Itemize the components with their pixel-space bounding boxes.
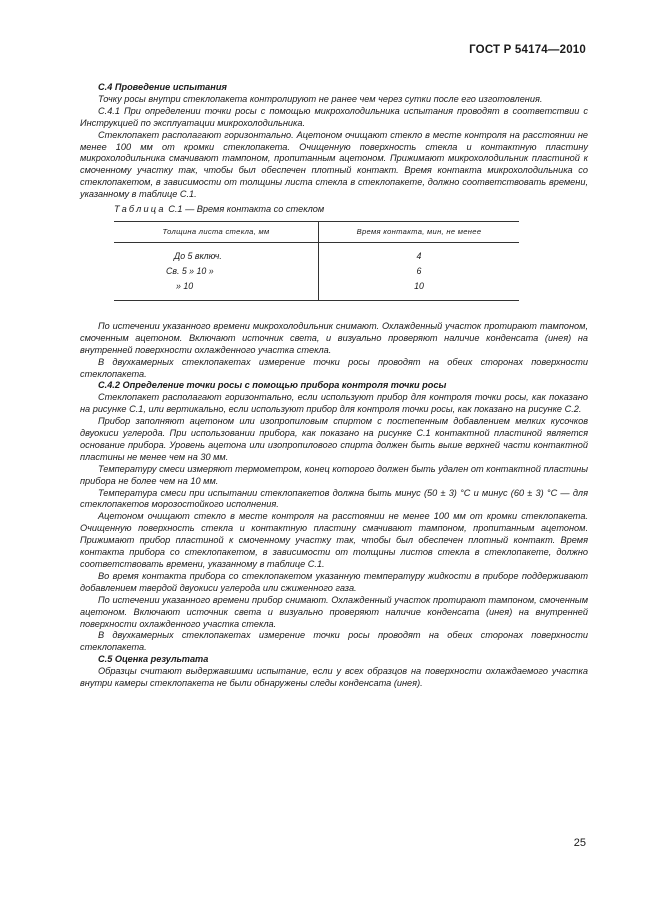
table-header-time: Время контакта, мин, не менее xyxy=(319,221,520,242)
table-cell-time: 6 xyxy=(416,266,422,277)
table-cell-thickness: » 10 xyxy=(114,280,319,301)
table-caption-title: С.1 — Время контакта со стеклом xyxy=(168,204,325,215)
table-cell-time: 10 xyxy=(319,280,520,301)
contact-time-table xyxy=(114,221,519,301)
paragraph: По истечении указанного времени микрохолодильник снимают. Охлажденный участок протирают тампоном, смоченным ацетоном. Включают источник света, и визуально проверяют наличие конденсата (инея) на внутренней поверхности охлажденного участка стекла. xyxy=(80,320,588,355)
document-id-header: ГОСТ Р 54174—2010 xyxy=(469,44,586,56)
paragraph: Температура смеси при испытании стеклопакетов должна быть минус (50 ± 3) °С и минус (60 ± 3) °С — для стеклопакетов морозостойкого исполнения. xyxy=(80,487,588,510)
section-heading-c5: С.5 Оценка результата xyxy=(98,654,209,665)
paragraph: Ацетоном очищают стекло в месте контроля на расстоянии не менее 100 мм от кромки стеклопакета. Очищенную поверхность стекла и контактную пластину смачивают тампоном, пропитанным ацетоном. Прижимают прибор пластиной к смоченному участку так, чтобы был обеспечен плотный контакт. Время контакта прибора со стеклопакетом, в зависимости от толщины листов стекла в стеклопакете, должно соответствовать времени, указанному в таблице С.1. xyxy=(80,511,588,569)
page-body xyxy=(80,82,588,690)
table-caption xyxy=(80,204,588,216)
paragraph: Образцы считают выдержавшими испытание, если у всех образцов на поверхности охлаждаемого участка внутри камеры стеклопакета не были обнаружены следы конденсата (инея). xyxy=(80,666,588,689)
paragraph: Во время контакта прибора со стеклопакетом указанную температуру жидкости в приборе поддерживают добавлением твердой двуокиси углерода или сжиженного газа. xyxy=(80,570,588,593)
paragraph: Температуру смеси измеряют термометром, конец которого должен быть удален от контактной пластины прибора не более чем на 10 мм. xyxy=(80,463,588,486)
table-cell-time: 4 xyxy=(416,251,422,262)
table-row xyxy=(114,242,519,265)
table-row xyxy=(114,280,519,301)
section-heading-c42: С.4.2 Определение точки росы с помощью прибора контроля точки росы xyxy=(98,380,447,391)
paragraph: С.4.1 При определении точки росы с помощью микрохолодильника испытания проводят в соответствии с Инструкцией по эксплуатации микрохолодильника. xyxy=(80,105,588,128)
paragraph: В двухкамерных стеклопакетах измерение точки росы проводят на обеих сторонах поверхности стеклопакета. xyxy=(80,356,588,379)
paragraph: В двухкамерных стеклопакетах измерение точки росы проводят на обеих сторонах поверхности стеклопакета. xyxy=(80,630,588,653)
text-after-table xyxy=(80,321,588,690)
table-caption-prefix: Таблица xyxy=(114,204,166,215)
paragraph: Точку росы внутри стеклопакета контролируют не ранее чем через сутки после его изготовления. xyxy=(98,93,543,104)
table-cell-thickness: Св. 5 » 10 » xyxy=(114,265,319,280)
table-header-thickness: Толщина листа стекла, мм xyxy=(114,221,319,242)
paragraph: По истечении указанного времени прибор снимают. Охлажденный участок протирают тампоном, смоченным ацетоном. Включают источник света и визуально проверяют наличие конденсата (инея) на внутренней поверхности охлажденного участка стекла. xyxy=(80,594,588,629)
table-cell-thickness: До 5 включ. xyxy=(114,242,319,265)
paragraph: Стеклопакет располагают горизонтально, если используют прибор для контроля точки росы, как показано на рисунке С.1, или вертикально, если используют прибор для контроля точки росы, как показано на рисунке С.2. xyxy=(80,392,588,415)
paragraph: Прибор заполняют ацетоном или изопропиловым спиртом с постепенным добавлением мелких кусочков двуокиси углерода. При использовании прибора, как показано на рисунке С.1 контактной пластиной является основание прибора. Уровень ацетона или изопропилового спирта должен быть выше верхней части контактной пластины не менее чем на 30 мм. xyxy=(80,416,588,462)
paragraph: Стеклопакет располагают горизонтально. Ацетоном очищают стекло в месте контроля на расстоянии не менее 100 мм от кромки стеклопакета. Очищенную поверхность стекла и контактную пластину микрохолодильника смачивают тампоном, пропитанным ацетоном. Прижимают микрохолодильник пластиной к смоченному участку так, чтобы был обеспечен плотный контакт. Время контакта микрохолодильника со стеклопакетом, в зависимости от толщины листа стекла в стеклопакете, должно соответствовать времени, указанному в таблице С.1. xyxy=(80,129,588,200)
section-heading-c4: С.4 Проведение испытания xyxy=(98,82,227,92)
table-row xyxy=(114,265,519,280)
page-number: 25 xyxy=(573,837,586,849)
